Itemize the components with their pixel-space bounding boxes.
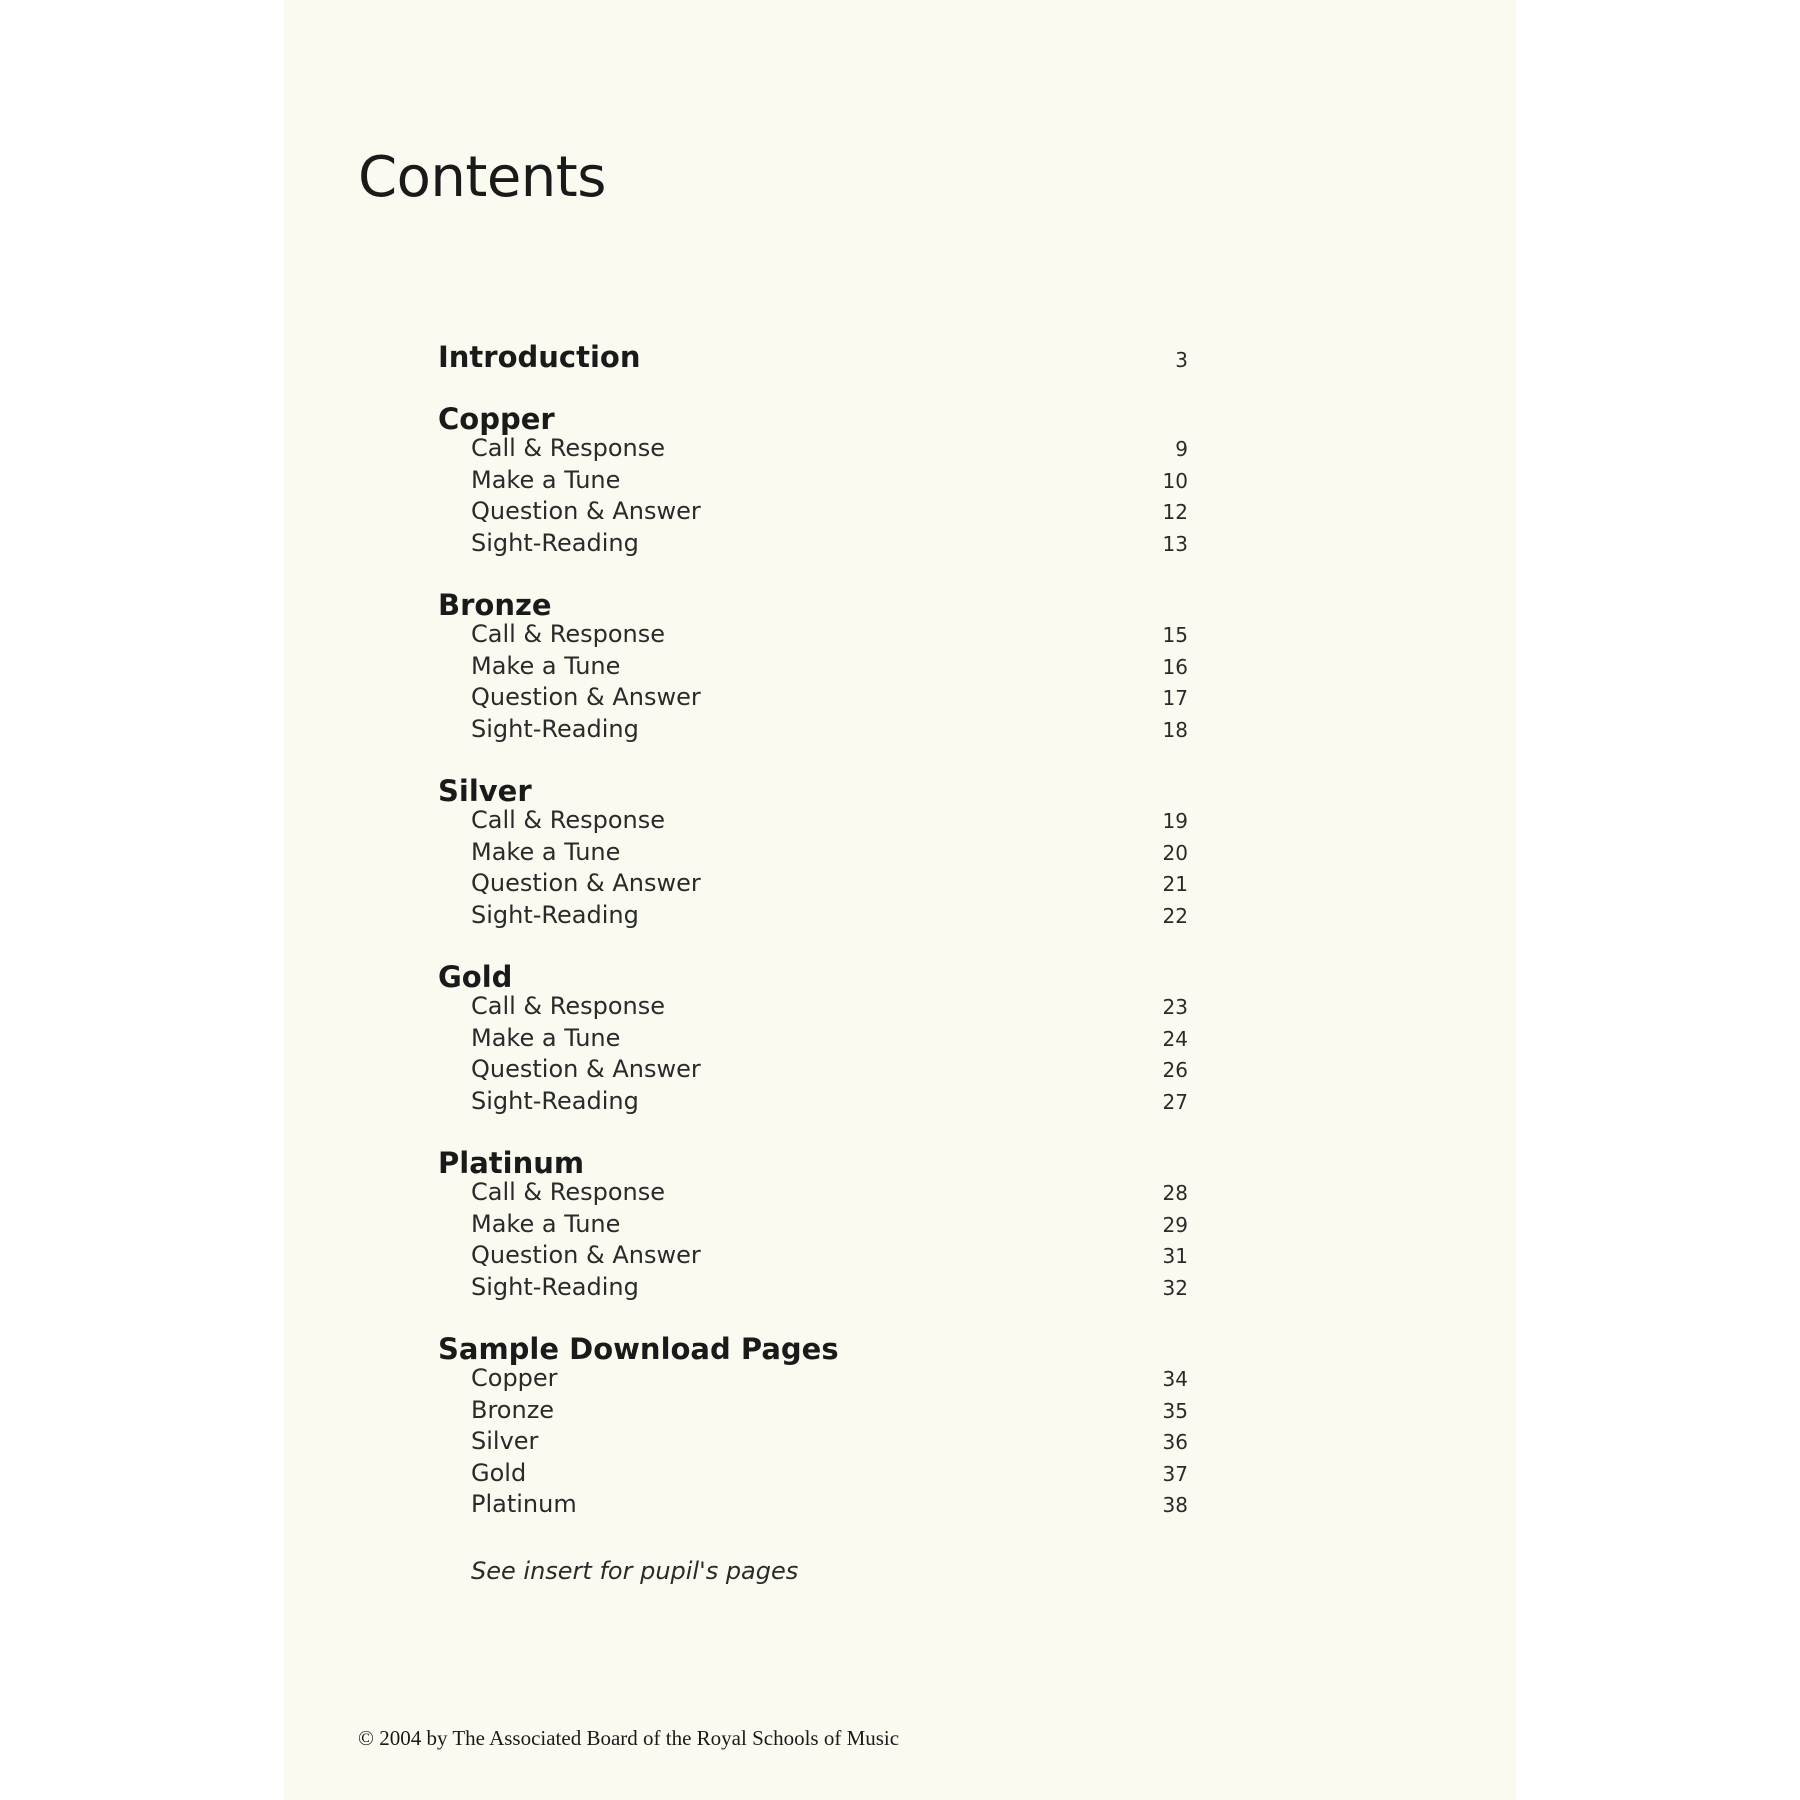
toc-entry-label: Question & Answer bbox=[471, 869, 701, 897]
toc-page-number: 16 bbox=[1162, 654, 1188, 679]
toc-entry[interactable] bbox=[438, 1427, 1188, 1459]
toc-entry-label: Make a Tune bbox=[471, 465, 621, 494]
toc-entry[interactable] bbox=[438, 806, 1188, 838]
page-title: Contents bbox=[358, 145, 606, 210]
toc-entry[interactable] bbox=[438, 1459, 1188, 1491]
toc-page-number: 22 bbox=[1162, 903, 1188, 928]
toc-page-number: 9 bbox=[1175, 437, 1188, 461]
toc-section-label: Silver bbox=[438, 774, 532, 808]
toc-page-number: 12 bbox=[1162, 500, 1188, 524]
toc-entry[interactable] bbox=[438, 1273, 1188, 1305]
toc-page-number: 15 bbox=[1162, 623, 1188, 647]
toc-page-number: 19 bbox=[1162, 809, 1188, 833]
toc-section-heading[interactable] bbox=[438, 774, 1188, 806]
toc-section bbox=[438, 402, 1188, 560]
toc-entry-label: Call & Response bbox=[471, 434, 666, 462]
toc-entry-label: Question & Answer bbox=[471, 1241, 701, 1269]
toc-section-label: Bronze bbox=[438, 588, 552, 622]
toc-entry-label: Sight-Reading bbox=[471, 1086, 639, 1115]
toc-section-heading[interactable] bbox=[438, 1146, 1188, 1178]
toc-entry-label: Introduction bbox=[438, 340, 641, 374]
toc-page-number: 24 bbox=[1162, 1026, 1188, 1051]
toc-section-heading[interactable] bbox=[438, 402, 1188, 434]
toc-entry[interactable] bbox=[438, 652, 1188, 684]
toc-entry[interactable] bbox=[438, 1087, 1188, 1119]
toc-page-number: 32 bbox=[1162, 1275, 1188, 1300]
toc-page-number: 27 bbox=[1162, 1089, 1188, 1114]
toc-entry[interactable] bbox=[438, 1024, 1188, 1056]
toc-entry[interactable] bbox=[438, 1490, 1188, 1522]
toc-page-number: 17 bbox=[1162, 686, 1188, 710]
toc-section-heading[interactable] bbox=[438, 588, 1188, 620]
toc-section bbox=[438, 774, 1188, 932]
toc-entry-label: Gold bbox=[471, 1458, 527, 1487]
toc-page-number: 21 bbox=[1162, 872, 1188, 896]
toc-page-number: 26 bbox=[1162, 1058, 1188, 1082]
toc-entry-label: Call & Response bbox=[471, 620, 666, 648]
toc-entry-label: Question & Answer bbox=[471, 683, 701, 711]
toc-page-number: 36 bbox=[1162, 1430, 1188, 1454]
toc-page-number: 3 bbox=[1175, 348, 1188, 372]
toc-entry[interactable] bbox=[438, 1178, 1188, 1210]
toc-section-label: Sample Download Pages bbox=[438, 1332, 839, 1366]
toc-entry-label: Sight-Reading bbox=[471, 900, 639, 929]
toc-page-number: 23 bbox=[1162, 995, 1188, 1019]
toc-page-number: 28 bbox=[1162, 1181, 1188, 1205]
toc-page-number: 10 bbox=[1162, 468, 1188, 493]
toc-page-number: 13 bbox=[1162, 531, 1188, 556]
toc-page-number: 31 bbox=[1162, 1244, 1188, 1268]
copyright-footer: © 2004 by The Associated Board of the Royal Schools of Music bbox=[358, 1726, 900, 1750]
insert-note: See insert for pupil's pages bbox=[471, 1557, 799, 1585]
toc-entry[interactable] bbox=[438, 901, 1188, 933]
toc-sections bbox=[438, 402, 1188, 1522]
toc-entry-label: Make a Tune bbox=[471, 1023, 621, 1052]
toc-section bbox=[438, 588, 1188, 746]
toc-entry[interactable] bbox=[438, 529, 1188, 561]
toc-entry-label: Copper bbox=[471, 1364, 558, 1392]
toc-entry-label: Question & Answer bbox=[471, 497, 701, 525]
toc-section-label: Gold bbox=[438, 960, 513, 994]
toc-entry-label: Sight-Reading bbox=[471, 714, 639, 743]
toc-page-number: 20 bbox=[1162, 840, 1188, 865]
toc-entry-label: Call & Response bbox=[471, 806, 666, 834]
toc-entry-label: Make a Tune bbox=[471, 651, 621, 680]
toc-entry[interactable] bbox=[438, 1364, 1188, 1396]
toc-entry-introduction[interactable] bbox=[438, 340, 1188, 372]
toc-section-heading[interactable] bbox=[438, 960, 1188, 992]
toc-entry[interactable] bbox=[438, 1241, 1188, 1273]
toc-entry-label: Make a Tune bbox=[471, 837, 621, 866]
toc-page-number: 37 bbox=[1162, 1461, 1188, 1486]
toc-entry[interactable] bbox=[438, 683, 1188, 715]
toc-entry[interactable] bbox=[438, 434, 1188, 466]
table-of-contents bbox=[438, 340, 1188, 1550]
toc-entry-label: Sight-Reading bbox=[471, 528, 639, 557]
toc-section bbox=[438, 960, 1188, 1118]
toc-entry-label: Bronze bbox=[471, 1395, 555, 1424]
toc-entry-label: Make a Tune bbox=[471, 1209, 621, 1238]
toc-entry[interactable] bbox=[438, 466, 1188, 498]
toc-entry-label: Platinum bbox=[471, 1490, 577, 1518]
toc-entry[interactable] bbox=[438, 869, 1188, 901]
toc-page-number: 34 bbox=[1162, 1367, 1188, 1391]
toc-entry-label: Call & Response bbox=[471, 992, 666, 1020]
document-page bbox=[284, 0, 1516, 1800]
toc-page-number: 35 bbox=[1162, 1398, 1188, 1423]
toc-entry[interactable] bbox=[438, 497, 1188, 529]
toc-section-label: Platinum bbox=[438, 1146, 585, 1180]
toc-page-number: 38 bbox=[1162, 1493, 1188, 1517]
toc-entry[interactable] bbox=[438, 1396, 1188, 1428]
toc-entry-label: Silver bbox=[471, 1427, 539, 1455]
toc-entry[interactable] bbox=[438, 1210, 1188, 1242]
toc-entry[interactable] bbox=[438, 1055, 1188, 1087]
toc-entry-label: Question & Answer bbox=[471, 1055, 701, 1083]
toc-entry[interactable] bbox=[438, 838, 1188, 870]
toc-section bbox=[438, 1146, 1188, 1304]
toc-entry[interactable] bbox=[438, 715, 1188, 747]
toc-entry[interactable] bbox=[438, 992, 1188, 1024]
toc-entry-label: Sight-Reading bbox=[471, 1272, 639, 1301]
toc-entry[interactable] bbox=[438, 620, 1188, 652]
toc-section-heading[interactable] bbox=[438, 1332, 1188, 1364]
toc-page-number: 18 bbox=[1162, 717, 1188, 742]
toc-entry-label: Call & Response bbox=[471, 1178, 666, 1206]
toc-section-label: Copper bbox=[438, 402, 555, 436]
toc-section bbox=[438, 1332, 1188, 1522]
toc-page-number: 29 bbox=[1162, 1212, 1188, 1237]
